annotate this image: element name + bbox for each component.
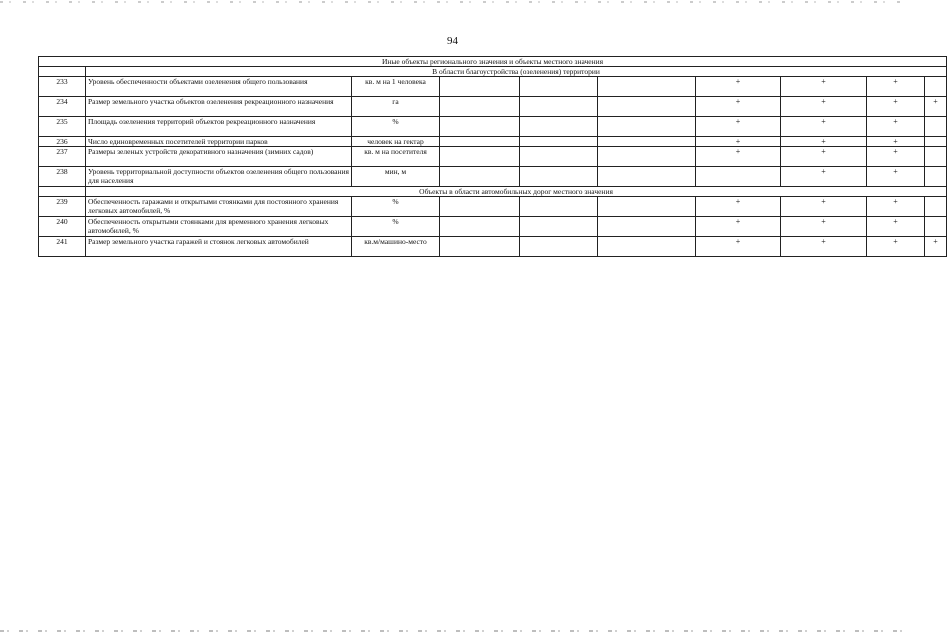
table-row [39,77,947,97]
table-row [39,217,947,237]
applicability-mark [925,147,947,167]
row-number: 240 [39,217,86,237]
table-row [39,117,947,137]
applicability-mark: + [696,77,781,97]
applicability-mark: + [781,147,867,167]
applicability-mark [925,117,947,137]
applicability-mark [925,77,947,97]
row-number: 237 [39,147,86,167]
applicability-mark: + [925,237,947,257]
applicability-mark [925,167,947,187]
applicability-mark [520,97,598,117]
indicator-name: Уровень территориальной доступности объектов озеленения общего пользования для населения [86,167,352,187]
indicator-name: Размер земельного участка объектов озеленения рекреационного назначения [86,97,352,117]
row-number: 238 [39,167,86,187]
applicability-mark [520,197,598,217]
applicability-mark: + [781,137,867,147]
unit-of-measure: % [352,197,440,217]
indicator-name: Размер земельного участка гаражей и стоянок легковых автомобилей [86,237,352,257]
unit-of-measure: кв. м на 1 человека [352,77,440,97]
indicator-name: Обеспеченность открытыми стоянками для временного хранения легковых автомобилей, % [86,217,352,237]
applicability-mark: + [696,117,781,137]
applicability-mark: + [867,117,925,137]
applicability-mark [598,217,696,237]
indicator-name: Число единовременных посетителей территории парков [86,137,352,147]
unit-of-measure: человек на гектар [352,137,440,147]
applicability-mark [440,77,520,97]
table-row [39,237,947,257]
section-title: Иные объекты регионального значения и объекты местного значения [39,57,947,67]
applicability-mark [598,237,696,257]
applicability-mark [440,117,520,137]
row-number: 233 [39,77,86,97]
applicability-mark: + [781,97,867,117]
applicability-mark: + [867,77,925,97]
applicability-mark: + [867,97,925,117]
section-title-row [39,57,947,67]
applicability-mark [440,97,520,117]
applicability-mark: + [867,197,925,217]
applicability-mark: + [696,217,781,237]
applicability-mark [440,217,520,237]
applicability-mark: + [781,77,867,97]
applicability-mark [520,147,598,167]
row-number: 236 [39,137,86,147]
applicability-mark: + [781,217,867,237]
table-row [39,97,947,117]
unit-of-measure: га [352,97,440,117]
group-header-blank-cell [39,67,86,77]
normatives-table [38,56,947,257]
applicability-mark [598,147,696,167]
applicability-mark: + [867,167,925,187]
applicability-mark [696,167,781,187]
applicability-mark [440,137,520,147]
indicator-name: Уровень обеспеченности объектами озеленения общего пользования [86,77,352,97]
applicability-mark [598,197,696,217]
applicability-mark: + [867,217,925,237]
applicability-mark [925,137,947,147]
applicability-mark: + [696,237,781,257]
group-header-blank-cell [39,187,86,197]
unit-of-measure: кв.м/машино-место [352,237,440,257]
applicability-mark [520,167,598,187]
unit-of-measure: % [352,217,440,237]
applicability-mark: + [867,147,925,167]
unit-of-measure: мин, м [352,167,440,187]
applicability-mark [925,197,947,217]
indicator-name: Размеры зеленых устройств декоративного назначения (зимних садов) [86,147,352,167]
unit-of-measure: % [352,117,440,137]
applicability-mark [440,197,520,217]
row-number: 235 [39,117,86,137]
applicability-mark: + [867,137,925,147]
group-title: Объекты в области автомобильных дорог местного значения [86,187,947,197]
applicability-mark [598,77,696,97]
applicability-mark: + [696,97,781,117]
applicability-mark: + [696,137,781,147]
group-header-row [39,187,947,197]
scan-edge-bottom [0,630,905,632]
applicability-mark: + [781,237,867,257]
row-number: 239 [39,197,86,217]
table-row [39,197,947,217]
applicability-mark: + [696,197,781,217]
unit-of-measure: кв. м на посетителя [352,147,440,167]
group-title: В области благоустройства (озеленения) территории [86,67,947,77]
page-number: 94 [447,35,458,47]
applicability-mark [598,97,696,117]
applicability-mark [598,137,696,147]
applicability-mark [520,217,598,237]
applicability-mark [598,117,696,137]
group-header-row [39,67,947,77]
indicator-name: Обеспеченность гаражами и открытыми стоянками для постоянного хранения легковых автомобилей, % [86,197,352,217]
applicability-mark [440,147,520,167]
table-row [39,167,947,187]
scan-edge-top [0,1,905,3]
table-body [39,57,947,257]
applicability-mark [925,217,947,237]
applicability-mark [520,137,598,147]
applicability-mark: + [696,147,781,167]
row-number: 241 [39,237,86,257]
row-number: 234 [39,97,86,117]
applicability-mark: + [781,117,867,137]
applicability-mark [520,237,598,257]
applicability-mark: + [781,197,867,217]
table-row [39,137,947,147]
applicability-mark [440,237,520,257]
applicability-mark: + [925,97,947,117]
applicability-mark: + [781,167,867,187]
indicator-name: Площадь озеленения территорий объектов рекреационного назначения [86,117,352,137]
applicability-mark [440,167,520,187]
applicability-mark: + [867,237,925,257]
applicability-mark [520,77,598,97]
applicability-mark [598,167,696,187]
applicability-mark [520,117,598,137]
table-row [39,147,947,167]
